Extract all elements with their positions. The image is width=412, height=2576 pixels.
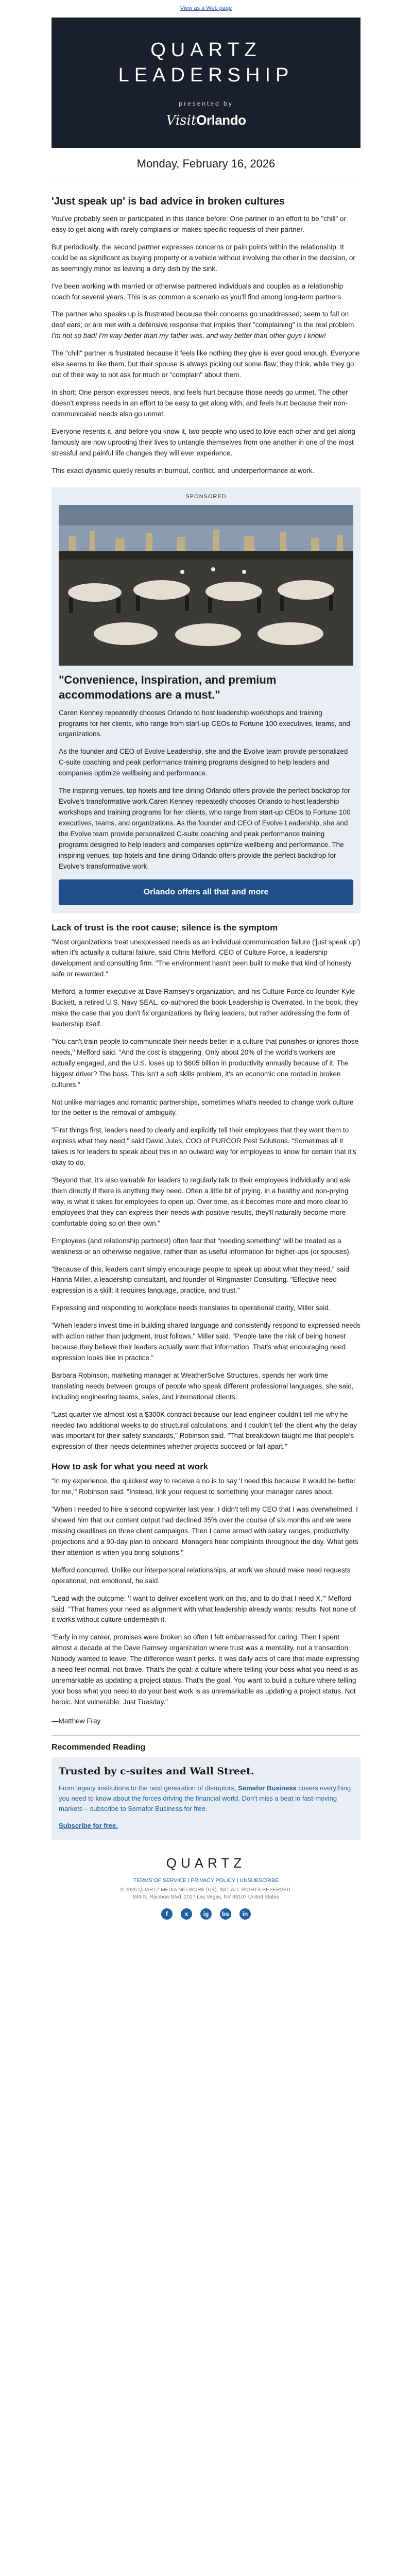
view-web-bar — [0, 0, 412, 18]
sponsored-paragraph: Caren Kenney repeatedly chooses Orlando to host leadership workshops and training programs for her clients, who range from start-up CEOs to Fortune 100 executives, teams, and organizations. — [59, 708, 350, 738]
promo-headline: Trusted by c-suites and Wall Street. — [59, 1765, 254, 1777]
paragraph: Expressing and responding to workplace needs translates to operational clarity, Miller said. — [52, 1304, 331, 1312]
visit-orlando-logo[interactable] — [52, 112, 360, 128]
paragraph-text: The partner who speaks up is frustrated because their concerns go unaddressed; seem to fall on deaf ears; or are met with a defensive response that implies their "complaining" is the real problem. — [52, 310, 356, 329]
article-body-a — [52, 214, 360, 476]
privacy-link[interactable]: PRIVACY POLICY — [191, 1877, 235, 1884]
subscribe-link[interactable]: Subscribe for free. — [59, 1822, 118, 1830]
view-web-link[interactable]: View as a Web page — [180, 5, 232, 11]
sponsored-paragraph: As the founder and CEO of Evolve Leadership, she and the Evolve team provide personalized C-suite coaching and peak performance training programs designed to help leaders and companies optimize wellbeing and performance. — [59, 748, 348, 777]
copyright — [52, 1887, 360, 1901]
instagram-icon[interactable]: ig — [200, 1908, 212, 1920]
hero-banner — [52, 18, 360, 148]
paragraph: Barbara Robinson, marketing manager at WeatherSolve Structures, spends her work time translating needs between groups of people who speak different professional languages, she said, including engineering teams, sales, and international clients. — [52, 1371, 354, 1401]
section-heading: Lack of trust is the root cause; silence is the symptom — [52, 922, 278, 933]
promo-text — [59, 1783, 353, 1814]
logo-orlando: Orlando — [196, 112, 246, 128]
sponsored-label: SPONSORED — [185, 494, 227, 500]
bluesky-icon[interactable]: bs — [220, 1908, 231, 1920]
promo-text-a: From legacy institutions to the next generation of disruptors, — [59, 1784, 238, 1792]
divider — [52, 1735, 360, 1736]
paragraph: "When leaders invest time in building shared language and consistently respond to expressed needs with action rather than judgment, trust follows," Miller said. "People take the risk of being honest because they believe their leaders actually want that information. That's what encouraging need expression looks like in practice." — [52, 1321, 360, 1362]
sponsored-block — [52, 487, 360, 913]
facebook-icon[interactable]: f — [161, 1908, 173, 1920]
venue-photo[interactable] — [59, 505, 353, 666]
brand-line-2: LEADERSHIP — [118, 64, 294, 86]
paragraph: "Last quarter we almost lost a $300K contract because our lead engineer couldn't tell me why he needed two additional weeks to do structural calculations, and I couldn't tell the client why the delay was important for their safety standards," Robinson said. "That breakdown taught me that people's expression of their needs determines whether projects succeed or fall apart." — [52, 1410, 357, 1451]
orlando-cta-button[interactable]: Orlando offers all that and more — [59, 879, 353, 905]
paragraph: "Most organizations treat unexpressed needs as an individual communication failure ('just speak up') when it's actually a cultural failure, said Chris Mefford, CEO of Culture Force, a leadership development and consulting firm. "The environment hasn't been built to make that kind of honesty safe or rewarded." — [52, 938, 360, 978]
paragraph: Not unlike marriages and romantic partnerships, sometimes what's needed to change work culture for the better is the removal of ambiguity. — [52, 1098, 354, 1117]
promo-text-b: covers everything you need to know about the forces driving the financial world. Don't miss a beat in fast-moving markets – subscribe to Semafor Business for free. — [59, 1784, 351, 1813]
footer — [52, 1840, 360, 1940]
link-separator: | — [186, 1877, 191, 1884]
paragraph: But periodically, the second partner expresses concerns or pain points within the relationship. It could be as significant as buying property or a vehicle without involving the other in the decision, or as seemingly minor as leaving a dirty dish by the sink. — [52, 243, 355, 273]
issue-date: Monday, February 16, 2026 — [52, 148, 360, 178]
paragraph: This exact dynamic quietly results in burnout, conflict, and underperformance at work. — [52, 466, 315, 474]
section-2-body — [52, 1476, 360, 1708]
unsubscribe-link[interactable]: UNSUBSCRIBE — [239, 1877, 279, 1884]
footer-links — [52, 1877, 360, 1884]
paragraph: "You can't train people to communicate their needs better in a culture that punishes or ignores those needs," Mefford said. "And the cost is staggering. Only about 20% of the world's workers are actually engaged, and the U.S. loses up to $605 billion in productivity annually because of it. The biggest driver? The boss. This isn't a soft skills problem, it's an economic one rooted in broken cultures." — [52, 1037, 358, 1089]
promo-block — [52, 1757, 360, 1840]
recommended-heading: Recommended Reading — [52, 1742, 146, 1752]
presented-by: presented by — [179, 100, 233, 107]
italic-quote: I'm not so bad! I'm way better than my father was, and way better than other guys I know! — [52, 332, 326, 340]
section-1-body — [52, 937, 360, 1453]
paragraph: I've been working with married or otherwise partnered individuals and couples as a relationship coach for several years. This is as common a scenario as you'll find among long-term partners. — [52, 282, 344, 301]
sponsored-paragraph: The inspiring venues, top hotels and fine dining Orlando offers provide the perfect backdrop for Evolve's transformative work.Caren Kenney repeatedly chooses Orlando to host leadership workshops and training programs for her clients, who range from start-up CEOs to Fortune 100 executives, teams, and organizations. As the founder and CEO of Evolve Leadership, she and the Evolve team provide personalized C-suite coaching and peak performance training programs designed to help leaders and companies optimize wellbeing and performance. The inspiring venues, top hotels and fine dining Orlando offers provide the perfect backdrop for Evolve's transformative work. — [59, 787, 351, 870]
paragraph: Mefford concurred. Unlike our interpersonal relationships, at work we should make need requests operational, not emotional, he said. — [52, 1566, 351, 1585]
terms-link[interactable]: TERMS OF SERVICE — [133, 1877, 186, 1884]
address-line: 849 N. Rainbow Blvd. 2017 Las Vegas, NV 89107 United States — [133, 1894, 279, 1901]
content-column — [52, 18, 360, 1940]
brand-line-1: QUARTZ — [150, 39, 262, 61]
sponsored-headline: "Convenience, Inspiration, and premium accommodations are a must." — [59, 673, 277, 702]
paragraph: "Early in my career, promises were broken so often I felt embarrassed for caring. Then I spent almost a decade at the Dave Ramsey organization where trust was a mentality, not a transaction. Nobody wanted to leave. The difference wasn't perks. It was daily acts of care that made expressing a need feel normal, not brave. That's the goal: a culture where telling your boss what you need is as unremarkable as updating a project status. That's the goal. You want to build a culture where telling your boss what you need to do your best work is as unremarkable as updating a project status. Not heroic. Not vulnerable. Just Tuesday." — [52, 1633, 359, 1706]
copyright-line: © 2026 QUARTZ MEDIA NETWORK (US), INC. ALL RIGHTS RESERVED. — [120, 1887, 292, 1893]
paragraph-with-quote — [52, 309, 360, 342]
link-separator: | — [235, 1877, 240, 1884]
paragraph: In short: One person expresses needs, and feels hurt because those needs go unmet. The other doesn't express needs in an effort to be easy to get along with, and feels hurt because their non-communicated needs also go unmet. — [52, 388, 348, 418]
paragraph: "First things first, leaders need to clearly and explicitly tell their employees that they want them to express what they need," said David Jules, COO of PURCOR Pest Solutions. "Sometimes all it takes is for leaders to speak about this in an outward way for employees to know for certain that it's okay to do. — [52, 1126, 356, 1167]
paragraph: "In my experience, the quickest way to receive a no is to say 'I need this because it would be better for me,'" Robinson said. "Instead, link your request to something your manager cares about. — [52, 1477, 356, 1496]
paragraph: "When I needed to hire a second copywriter last year, I didn't tell my CEO that I was overwhelmed. I showed him that our content output had declined 35% over the course of six months and we were missing deadlines on three client campaigns. Then I came armed with salary ranges, productivity projections and a 90-day plan to onboard. Managers hear complaints throughout the day. What gets their attention is when you bring solutions." — [52, 1505, 358, 1556]
paragraph: Everyone resents it, and before you know it, two people who used to love each other and get along famously are now uprooting their lives to untangle themselves from one another in one of the most stressful and painful life changes they will ever experience. — [52, 427, 355, 457]
social-icons — [52, 1908, 360, 1920]
paragraph: The "chill" partner is frustrated because it feels like nothing they give is ever good enough. Everyone else seems to like them, but their spouse is always picking out some flaw; they think, while they go out of their way to not ask for much or "complain" about them. — [52, 349, 360, 379]
promo-brand-link[interactable]: Semafor Business — [238, 1784, 297, 1792]
paragraph: "Beyond that, it's also valuable for leaders to regularly talk to their employees individually and ask them directly if there is anything they need. Often a little bit of prying, in a healthy and non-prying way, is what it takes for employees to open up. Over time, as it becomes more and more clear to employees that they can express their needs with positive results, they'll naturally become more comfortable doing so on their own." — [52, 1176, 351, 1227]
paragraph: You've probably seen or participated in this dance before: One partner in an effort to be "chill" or easy to get along with rarely complains or makes specific requests of their partner. — [52, 215, 347, 233]
footer-logo: QUARTZ — [166, 1855, 246, 1871]
paragraph: "Lead with the outcome: 'I want to deliver excellent work on this, and to do that I need X,'" Mefford said. "That frames your need as alignment with what leadership already wants: results. Not none of it works without culture underneath it. — [52, 1594, 356, 1624]
paragraph: Mefford, a former executive at Dave Ramsey's organization, and his Culture Force co-founder Kyle Buckett, a retired U.S. Navy SEAL, co-authored the book Leadership is Overrated. In the book, they make the case that you don't fix organizations by fixing leaders, but rather addressing the form of leadership itself. — [52, 988, 358, 1028]
section-heading: How to ask for what you need at work — [52, 1462, 209, 1472]
x-icon[interactable]: x — [181, 1908, 192, 1920]
paragraph: Employees (and relationship partners!) often fear that "needing something" will be treated as a weakness or an otherwise negative, rather than as useful information for higher-ups (or spouses). — [52, 1236, 351, 1256]
logo-visit: Visit — [166, 113, 197, 128]
author-signature: —Matthew Fray — [52, 1717, 101, 1725]
linkedin-icon[interactable]: in — [239, 1908, 251, 1920]
article-title: 'Just speak up' is bad advice in broken cultures — [52, 196, 285, 207]
paragraph: "Because of this, leaders can't simply encourage people to speak up about what they need," said Hanna Miller, a leadership consultant, and founder of Ringmaster Consulting. "Effective need expression is a skill: it requires language, practice, and trust." — [52, 1265, 350, 1295]
